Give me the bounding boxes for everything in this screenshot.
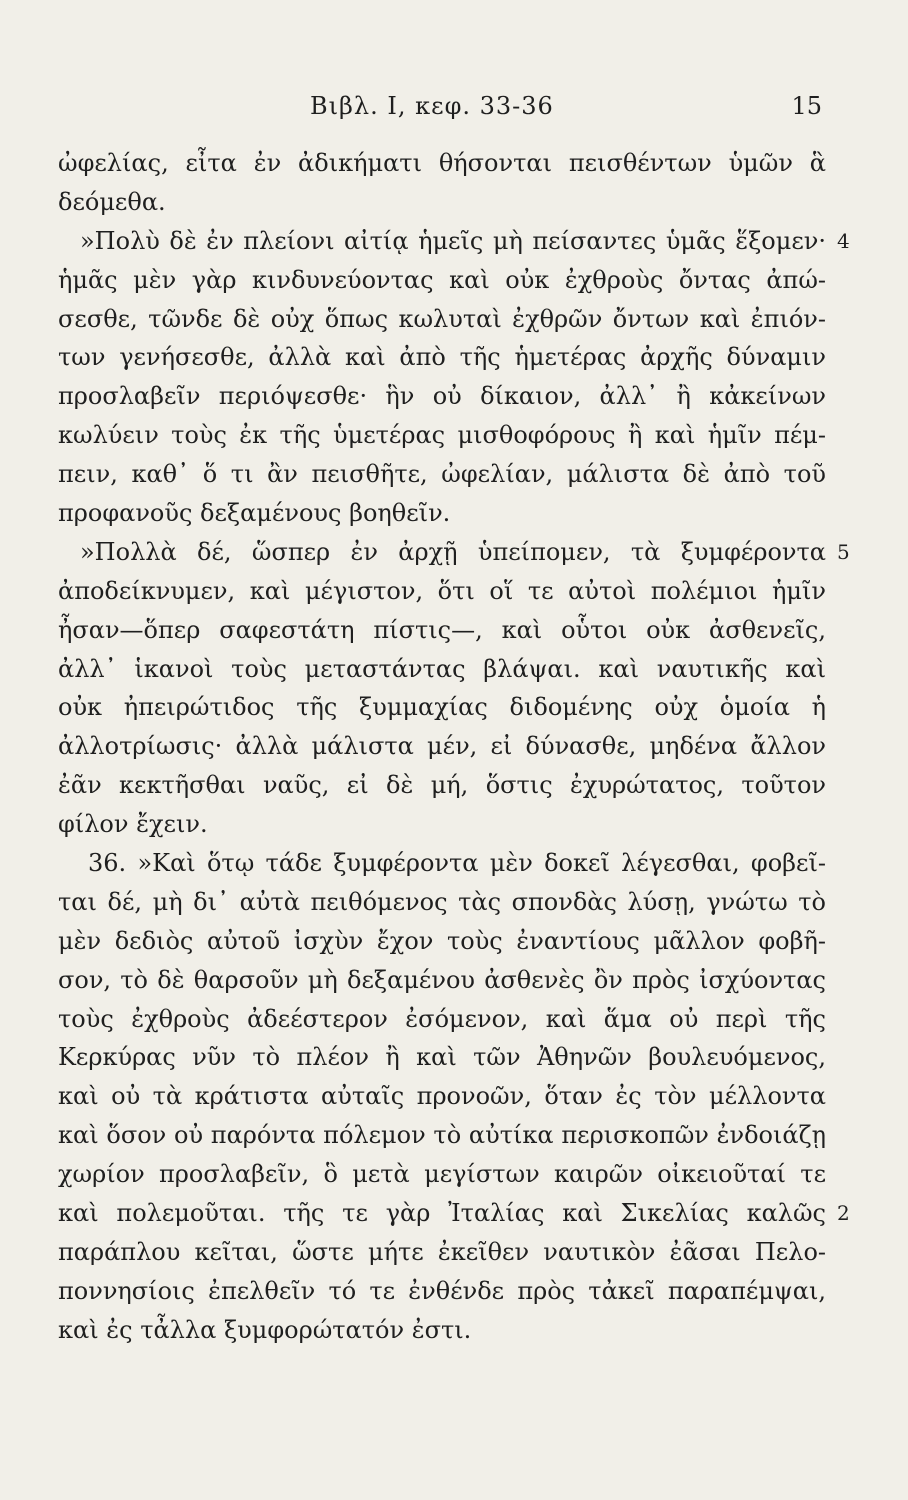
text-body <box>58 144 850 1350</box>
text-line: Κερκύρας νῦν τὸ πλέον ἢ καὶ τῶν Ἀθηνῶν βουλευόμενος, <box>58 1043 826 1072</box>
text-line <box>58 222 850 261</box>
text-line <box>58 533 850 572</box>
text-line: παράπλου κεῖται, ὥστε μήτε ἐκεῖθεν ναυτικὸν ἐᾶσαι Πελο- <box>58 1237 826 1266</box>
text-line: προφανοῦς δεξαμένους βοηθεῖν. <box>58 499 451 528</box>
running-head: Βιβλ. Ι, κεφ. 33-36 <box>310 92 554 120</box>
page-number: 15 <box>791 92 822 120</box>
text-line: μὲν δεδιὸς αὐτοῦ ἰσχὺν ἔχον τοὺς ἐναντίους μᾶλλον φοβῆ- <box>58 926 826 955</box>
margin-section-number: 2 <box>837 1201 850 1226</box>
text-line: καὶ ὅσον οὐ παρόντα πόλεμον τὸ αὐτίκα περισκοπῶν ἐνδοιάζῃ <box>58 1121 826 1150</box>
text-line: φίλον ἔχειν. <box>58 810 208 839</box>
margin-section-number: 4 <box>837 228 850 253</box>
text-line: καὶ ἐς τἆλλα ξυμφορώτατόν ἐστι. <box>58 1315 472 1344</box>
text-line: σεσθε, τῶνδε δὲ οὐχ ὅπως κωλυταὶ ἐχθρῶν ὄντων καὶ ἐπιόν- <box>58 304 826 333</box>
text-line: ται δέ, μὴ δι᾽ αὐτὰ πειθόμενος τὰς σπονδὰς λύσῃ, γνώτω τὸ <box>58 887 826 916</box>
text-line: των γενήσεσθε, ἀλλὰ καὶ ἀπὸ τῆς ἡμετέρας ἀρχῆς δύναμιν <box>58 343 826 372</box>
text-line: δεόμεθα. <box>58 187 166 216</box>
text-line: ποννησίοις ἐπελθεῖν τό τε ἐνθένδε πρὸς τἀκεῖ παραπέμψαι, <box>58 1276 826 1305</box>
text-line: 36. »Καὶ ὅτῳ τάδε ξυμφέροντα μὲν δοκεῖ λέγεσθαι, φοβεῖ- <box>88 849 826 878</box>
text-line: ἀλλοτρίωσις· ἀλλὰ μάλιστα μέν, εἰ δύνασθε, μηδένα ἄλλον <box>58 732 826 761</box>
text-line: ἀλλ᾽ ἱκανοὶ τοὺς μεταστάντας βλάψαι. καὶ ναυτικῆς καὶ <box>58 654 826 683</box>
text-line: σον, τὸ δὲ θαρσοῦν μὴ δεξαμένου ἀσθενὲς ὂν πρὸς ἰσχύοντας <box>58 965 826 994</box>
margin-section-number: 5 <box>837 539 850 564</box>
text-line: κωλύειν τοὺς ἐκ τῆς ὑμετέρας μισθοφόρους ἢ καὶ ἡμῖν πέμ- <box>58 421 826 450</box>
page-header <box>0 92 908 126</box>
text-line: ἦσαν—ὅπερ σαφεστάτη πίστις—, καὶ οὗτοι οὐκ ἀσθενεῖς, <box>58 615 826 644</box>
text-line-content: καὶ πολεμοῦται. τῆς τε γὰρ Ἰταλίας καὶ Σικελίας καλῶς <box>58 1199 826 1228</box>
text-line: ὠφελίας, εἶτα ἐν ἀδικήματι θήσονται πεισθέντων ὑμῶν ἃ <box>58 149 826 177</box>
text-line: ἐᾶν κεκτῆσθαι ναῦς, εἰ δὲ μή, ὅστις ἐχυρώτατος, τοῦτον <box>58 771 826 800</box>
text-line: πειν, καθ᾽ ὅ τι ἂν πεισθῆτε, ὠφελίαν, μάλιστα δὲ ἀπὸ τοῦ <box>58 460 826 489</box>
text-line: ἀποδείκνυμεν, καὶ μέγιστον, ὅτι οἵ τε αὐτοὶ πολέμιοι ἡμῖν <box>58 576 826 605</box>
text-line <box>58 1194 850 1233</box>
text-line-content: »Πολὺ δὲ ἐν πλείονι αἰτίᾳ ἡμεῖς μὴ πείσαντες ὑμᾶς ἕξομεν· <box>80 226 826 255</box>
text-line: καὶ οὐ τὰ κράτιστα αὐταῖς προνοῶν, ὅταν ἐς τὸν μέλλοντα <box>58 1082 826 1111</box>
text-line: οὐκ ἠπειρώτιδος τῆς ξυμμαχίας διδομένης οὐχ ὁμοία ἡ <box>58 693 826 722</box>
text-line: χωρίον προσλαβεῖν, ὃ μετὰ μεγίστων καιρῶν οἰκειοῦταί τε <box>58 1160 826 1189</box>
text-line: ἡμᾶς μὲν γὰρ κινδυνεύοντας καὶ οὐκ ἐχθροὺς ὄντας ἀπώ- <box>58 265 826 294</box>
text-line-content: »Πολλὰ δέ, ὥσπερ ἐν ἀρχῇ ὑπείπομεν, τὰ ξυμφέροντα <box>80 537 826 566</box>
text-line: τοὺς ἐχθροὺς ἀδεέστερον ἐσόμενον, καὶ ἅμα οὐ περὶ τῆς <box>58 1004 826 1033</box>
text-line: προσλαβεῖν περιόψεσθε· ἣν οὐ δίκαιον, ἀλλ᾽ ἢ κἀκείνων <box>58 382 826 411</box>
